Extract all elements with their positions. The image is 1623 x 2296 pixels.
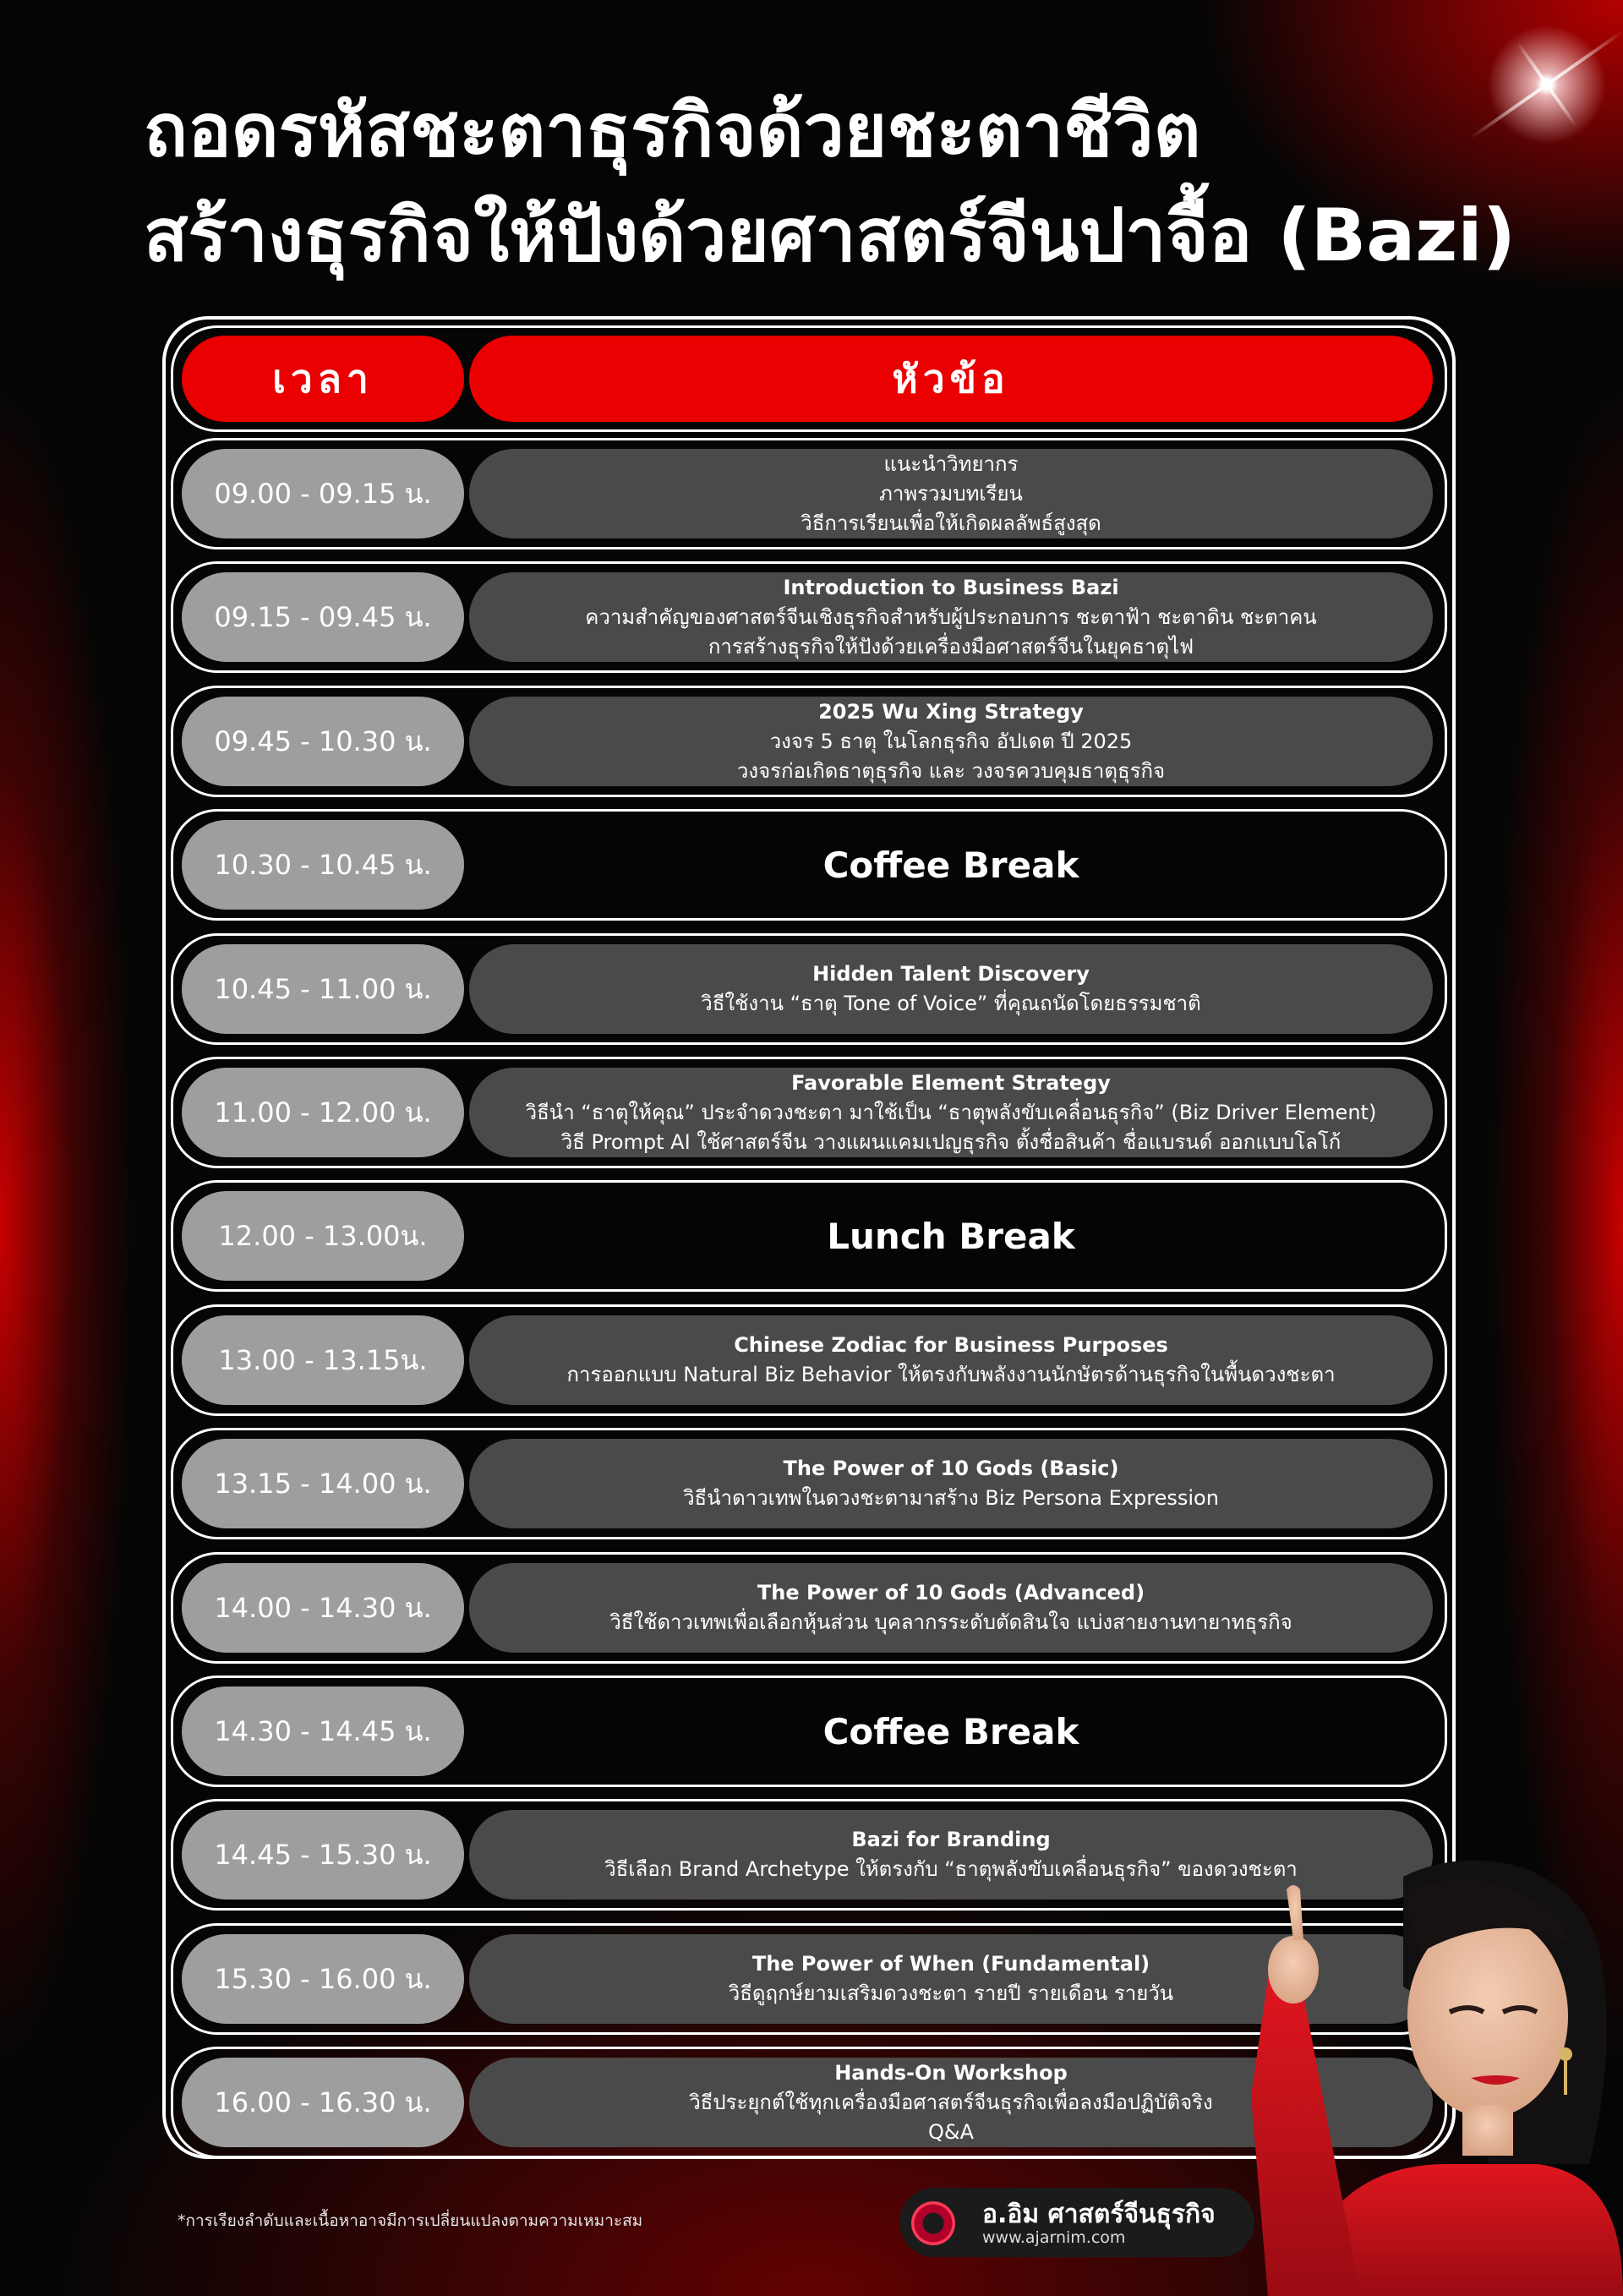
topic-title: Introduction to Business Bazi [783,575,1119,599]
topic-title: 2025 Wu Xing Strategy [818,699,1084,724]
topic-line: วิธี Prompt AI ใช้ศาสตร์จีน วางแผนแคมเปญธุรกิจ ตั้งชื่อสินค้า ชื่อแบรนด์ ออกแบบโลโก้ [560,1129,1342,1154]
topic-line: วิธีประยุกต์ใช้ทุกเครื่องมือศาสตร์จีนธุรกิจเพื่อลงมือปฏิบัติจริง [689,2090,1213,2114]
break-label-cell [469,820,1433,910]
time-slot: 13.15 - 14.00 น. [182,1439,464,1528]
topic-line: ความสำคัญของศาสตร์จีนเชิงธุรกิจสำหรับผู้ประกอบการ ชะตาฟ้า ชะตาดิน ชะตาคน [585,604,1317,629]
brand-logo-icon [911,2201,955,2245]
schedule-row [171,686,1447,797]
time-slot: 14.00 - 14.30 น. [182,1563,464,1653]
time-slot: 13.00 - 13.15น. [182,1315,464,1405]
schedule-row [171,561,1447,673]
topic-title: The Power of 10 Gods (Advanced) [757,1581,1145,1604]
topic-cell [469,697,1433,786]
topic-title: Hands-On Workshop [834,2060,1068,2085]
time-slot: 15.30 - 16.00 น. [182,1934,464,2024]
break-label: Coffee Break [822,1710,1079,1752]
topic-line: การสร้างธุรกิจให้ปังด้วยเครื่องมือศาสตร์จีนในยุคธาตุไฟ [708,634,1194,659]
topic-line: วิธีนำดาวเทพในดวงชะตามาสร้าง Biz Persona Expression [683,1486,1219,1510]
schedule-header-row [171,325,1447,432]
time-slot: 09.00 - 09.15 น. [182,449,464,538]
header-topic: หัวข้อ [469,336,1433,422]
topic-title: Chinese Zodiac for Business Purposes [734,1333,1168,1357]
brand-url: www.ajarnim.com [982,2228,1126,2247]
break-label-cell [469,1191,1433,1281]
topic-line: วิธีการเรียนเพื่อให้เกิดผลลัพธ์สูงสุด [801,511,1101,535]
topic-cell [469,572,1433,662]
topic-cell [469,449,1433,538]
topic-title: The Power of When (Fundamental) [751,1952,1150,1976]
topic-line: วงจร 5 ธาตุ ในโลกธุรกิจ อัปเดต ปี 2025 [769,729,1133,753]
topic-line: การออกแบบ Natural Biz Behavior ให้ตรงกับพลังงานนักษัตรด้านธุรกิจในพื้นดวงชะตา [566,1363,1336,1386]
topic-line: วิธีใช้งาน “ธาตุ Tone of Voice” ที่คุณถนัดโดยธรรมชาติ [701,992,1201,1015]
page-title-line1: ถอดรหัสชะตาธุรกิจด้วยชะตาชีวิต [144,89,1201,173]
topic-line: วิธีนำ “ธาตุให้คุณ” ประจำดวงชะตา มาใช้เป็น “ธาตุพลังขับเคลื่อนธุรกิจ” (Biz Driver Element) [525,1100,1377,1124]
time-slot: 11.00 - 12.00 น. [182,1068,464,1157]
topic-line: Q&A [927,2119,975,2144]
break-label: Coffee Break [822,844,1079,886]
topic-cell [469,1563,1433,1653]
schedule-row [171,1304,1447,1416]
topic-line: วิธีใช้ดาวเทพเพื่อเลือกหุ้นส่วน บุคลากรระดับตัดสินใจ แบ่งสายงานทายาทธุรกิจ [609,1610,1292,1634]
schedule-row [171,438,1447,549]
brand-badge [899,2188,1254,2257]
topic-title: Bazi for Branding [851,1828,1051,1851]
topic-cell [469,1439,1433,1528]
topic-title: Hidden Talent Discovery [812,962,1090,986]
page-title-line2: สร้างธุรกิจให้ปังด้วยศาสตร์จีนปาจื้อ (Bazi) [144,194,1516,278]
footnote: *การเรียงลำดับและเนื้อหาอาจมีการเปลี่ยนแปลงตามความเหมาะสม [178,2211,643,2230]
topic-cell [469,1315,1433,1405]
topic-line: วงจรก่อเกิดธาตุธุรกิจ และ วงจรควบคุมธาตุธุรกิจ [736,758,1166,783]
topic-title: The Power of 10 Gods (Basic) [783,1457,1119,1480]
topic-line: วิธีเลือก Brand Archetype ให้ตรงกับ “ธาตุพลังขับเคลื่อนธุรกิจ” ของดวงชะตา [604,1857,1298,1881]
schedule-row [171,1428,1447,1539]
topic-line: ภาพรวมบทเรียน [879,481,1023,506]
time-slot: 16.00 - 16.30 น. [182,2058,464,2147]
break-label-cell [469,1686,1433,1776]
break-row [171,1676,1447,1787]
header-time: เวลา [182,336,464,422]
presenter-portrait [1234,1843,1623,2296]
time-slot: 14.45 - 15.30 น. [182,1810,464,1900]
topic-line: แนะนำวิทยากร [883,451,1019,476]
break-row [171,809,1447,921]
break-label: Lunch Break [827,1215,1075,1257]
schedule-row [171,1552,1447,1664]
schedule-row [171,933,1447,1045]
time-slot: 14.30 - 14.45 น. [182,1686,464,1776]
topic-cell [469,1068,1433,1157]
time-slot: 10.30 - 10.45 น. [182,820,464,910]
time-slot: 12.00 - 13.00น. [182,1191,464,1281]
topic-title: Favorable Element Strategy [791,1070,1111,1095]
brand-name: อ.อิม ศาสตร์จีนธุรกิจ [982,2200,1216,2229]
light-flare-decoration [1488,25,1606,144]
break-row [171,1180,1447,1292]
topic-cell [469,944,1433,1034]
time-slot: 09.45 - 10.30 น. [182,697,464,786]
time-slot: 09.15 - 09.45 น. [182,572,464,662]
schedule-row [171,1057,1447,1168]
time-slot: 10.45 - 11.00 น. [182,944,464,1034]
topic-line: วิธีดูฤกษ์ยามเสริมดวงชะตา รายปี รายเดือน รายวัน [728,1982,1174,2005]
